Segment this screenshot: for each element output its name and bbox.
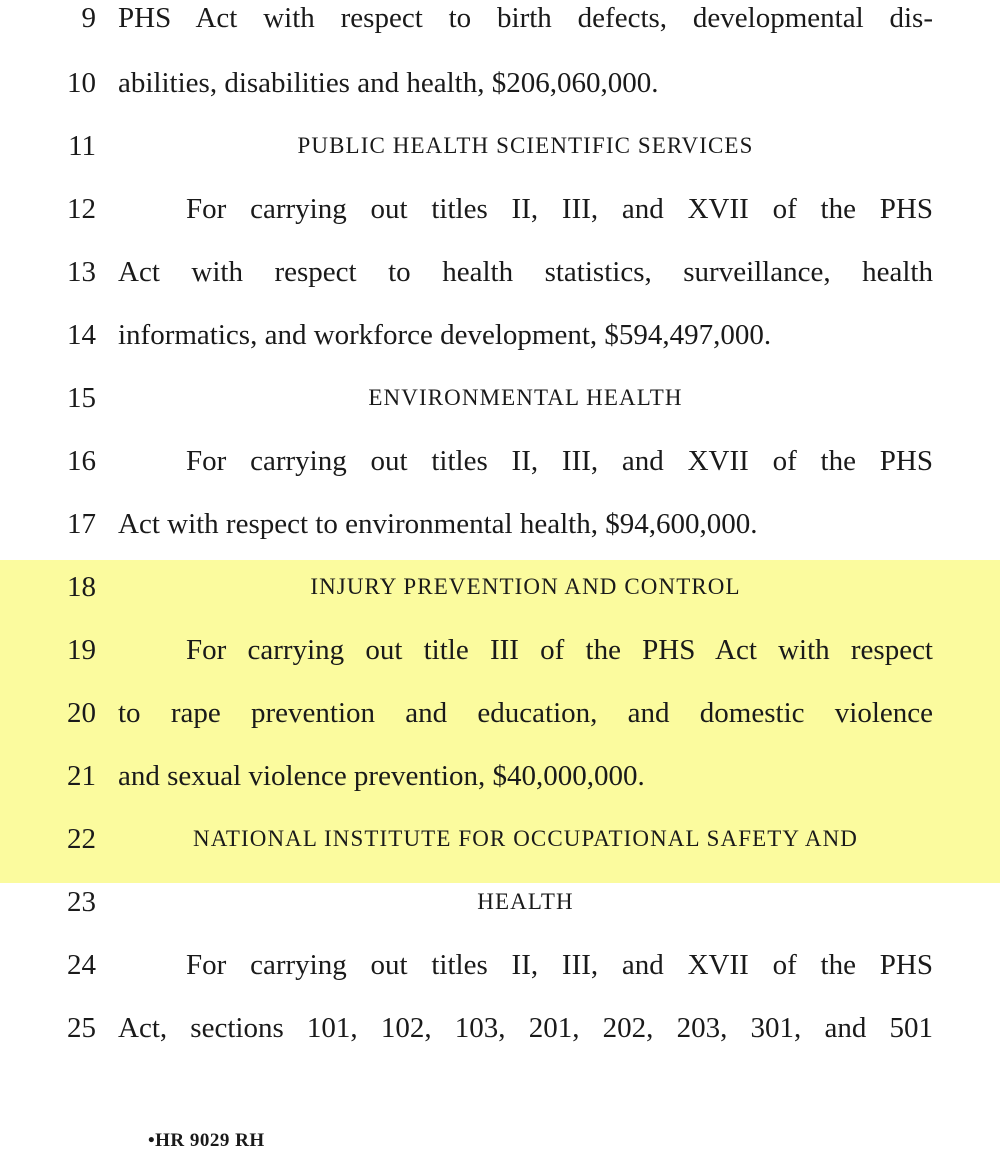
line-number: 12 [67,193,96,225]
body-text: informatics, and workforce development, $594,497,000. [118,319,772,351]
section-heading: ENVIRONMENTAL HEALTH [368,385,683,410]
body-text: For carrying out titles II, III, and XVII of the PHS [186,949,933,981]
line-number: 21 [67,760,96,792]
line-number: 20 [67,697,96,729]
line-23 [0,882,1000,922]
line-number: 18 [67,571,96,603]
line-12 [0,189,1000,229]
line-11 [0,126,1000,166]
section-heading: HEALTH [477,889,574,914]
line-24 [0,945,1000,985]
line-number: 19 [67,634,96,666]
line-number: 13 [67,256,96,288]
section-heading: INJURY PREVENTION AND CONTROL [310,574,741,599]
line-number: 10 [67,67,96,99]
line-21 [0,756,1000,796]
line-10 [0,63,1000,103]
line-number: 23 [67,886,96,918]
section-heading: PUBLIC HEALTH SCIENTIFIC SERVICES [297,133,754,158]
body-text: Act with respect to health statistics, surveillance, health [118,256,933,288]
line-25 [0,1008,1000,1048]
line-number: 17 [67,508,96,540]
body-text: Act with respect to environmental health, $94,600,000. [118,508,758,540]
line-13 [0,252,1000,292]
body-text: to rape prevention and education, and domestic violence [118,697,933,729]
section-heading: NATIONAL INSTITUTE FOR OCCUPATIONAL SAFETY AND [192,826,858,851]
line-17 [0,504,1000,544]
line-number: 9 [81,2,96,34]
line-18 [0,567,1000,607]
line-19 [0,630,1000,670]
body-text: PHS Act with respect to birth defects, developmental dis- [118,2,933,34]
line-number: 15 [67,382,96,414]
body-text: For carrying out titles II, III, and XVII of the PHS [186,445,933,477]
line-15 [0,378,1000,418]
line-9 [0,0,1000,38]
body-text: For carrying out titles II, III, and XVII of the PHS [186,193,933,225]
line-number: 22 [67,823,96,855]
line-number: 11 [68,130,96,162]
line-number: 16 [67,445,96,477]
line-number: 24 [67,949,96,981]
body-text: abilities, disabilities and health, $206,060,000. [118,67,659,99]
line-14 [0,315,1000,355]
line-number: 25 [67,1012,96,1044]
line-16 [0,441,1000,481]
body-text: Act, sections 101, 102, 103, 201, 202, 203, 301, and 501 [118,1012,933,1044]
line-number: 14 [67,319,96,351]
body-text: For carrying out title III of the PHS Act with respect [186,634,933,666]
bill-footer: •HR 9029 RH [148,1130,265,1151]
line-20 [0,693,1000,733]
line-22 [0,819,1000,859]
body-text: and sexual violence prevention, $40,000,000. [118,760,645,792]
